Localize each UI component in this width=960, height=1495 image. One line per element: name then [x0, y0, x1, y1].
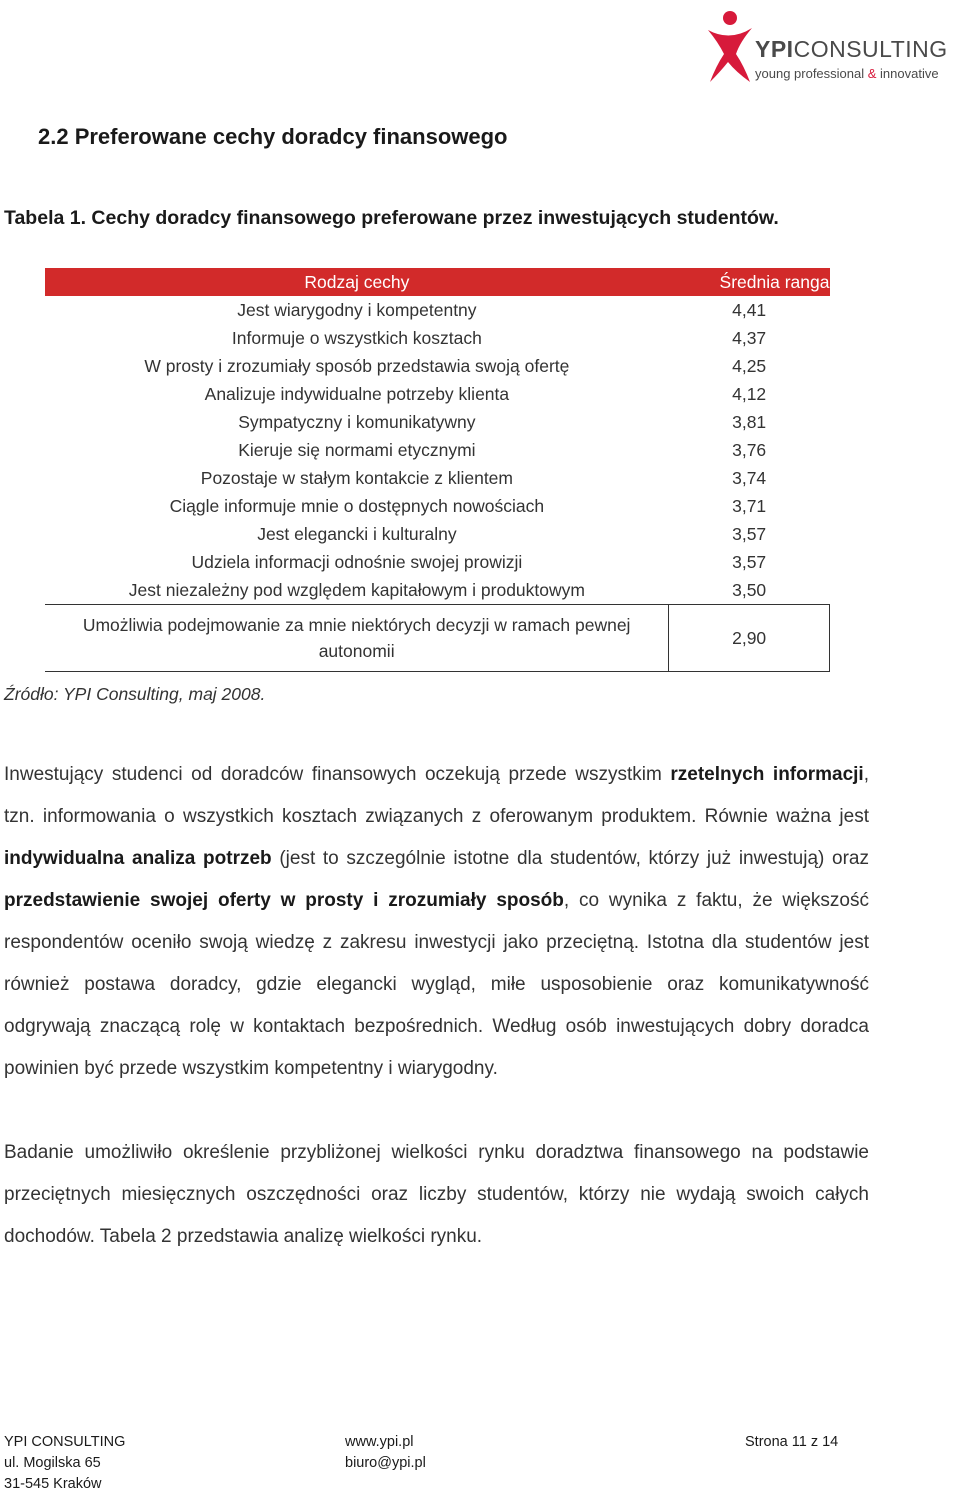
- rank-cell: 3,76: [732, 439, 767, 460]
- feature-cell: Informuje o wszystkich kosztach: [231, 327, 482, 348]
- logo-figure-icon: [700, 8, 760, 88]
- logo-tagline: young professional & innovative: [755, 66, 939, 81]
- table-row: [45, 605, 830, 672]
- company-logo: [700, 8, 958, 88]
- footer-street: ul. Mogilska 65: [4, 1455, 101, 1471]
- emphasis-simple-offer: przedstawienie swojej oferty w prosty i zrozumiały sposób: [4, 890, 564, 911]
- features-ranking-table: [45, 268, 830, 672]
- table-row: [45, 296, 830, 324]
- rank-cell: 3,57: [732, 523, 767, 544]
- header-feature-type: Rodzaj cechy: [45, 268, 669, 296]
- section-title: 2.2 Preferowane cechy doradcy finansowego: [38, 124, 508, 149]
- feature-cell: W prosty i zrozumiały sposób przedstawia swoją ofertę: [144, 355, 570, 376]
- feature-cell: Sympatyczny i komunikatywny: [238, 411, 476, 432]
- table-caption: Tabela 1. Cechy doradcy finansowego preferowane przez inwestujących studentów.: [4, 207, 779, 229]
- table-source-note: Źródło: YPI Consulting, maj 2008.: [4, 684, 266, 704]
- footer-company: YPI CONSULTING: [4, 1434, 126, 1450]
- logo-brand-text: YPICONSULTING: [755, 36, 948, 62]
- body-paragraph-2: Badanie umożliwiło określenie przybliżonej wielkości rynku doradztwa finansowego na podstawie przeciętnych miesięcznych oszczędności oraz liczby studentów, którzy nie wydają swoich całych dochodów. Tabela 2 przedstawia analizę wielkości rynku.: [4, 1142, 869, 1247]
- rank-cell: 3,50: [732, 579, 767, 600]
- table-row: [45, 492, 830, 520]
- emphasis-reliable-info: rzetelnych informacji: [670, 764, 864, 785]
- rank-cell: 2,90: [669, 605, 830, 672]
- table-row: [45, 380, 830, 408]
- feature-cell: Jest wiarygodny i kompetentny: [237, 299, 477, 320]
- rank-cell: 4,41: [732, 299, 767, 320]
- rank-cell: 3,71: [732, 495, 767, 516]
- body-paragraph-1: Inwestujący studenci od doradców finansowych oczekują przede wszystkim rzetelnych informacji, tzn. informowania o wszystkich kosztach związanych z oferowanym produktem. Równie ważna jest indywidualna analiza potrzeb (jest to szczególnie istotne dla studentów, którzy już inwestują) oraz przedstawienie swojej oferty w prosty i zrozumiały sposób, co wynika z faktu, że większość respondentów oceniło swoją wiedzę z zakresu inwestycji jako przeciętną. Istotna dla studentów jest również postawa doradcy, gdzie elegancki wygląd, miłe usposobienie oraz komunikatywność odgrywają znaczącą rolę w kontaktach bezpośrednich. Według osób inwestujących dobry doradca powinien być przede wszystkim kompetentny i wiarygodny.: [4, 764, 869, 1079]
- footer-email-link[interactable]: biuro@ypi.pl: [345, 1455, 426, 1471]
- footer-page-number: Strona 11 z 14: [745, 1434, 839, 1450]
- rank-cell: 3,74: [732, 467, 767, 488]
- feature-cell: Ciągle informuje mnie o dostępnych nowościach: [169, 495, 545, 516]
- rank-cell: 3,81: [732, 411, 767, 432]
- feature-cell: Kieruje się normami etycznymi: [238, 439, 476, 460]
- emphasis-individual-analysis: indywidualna analiza potrzeb: [4, 848, 272, 869]
- feature-cell: Pozostaje w stałym kontakcie z klientem: [200, 467, 513, 488]
- table-row: [45, 548, 830, 576]
- table-row: [45, 464, 830, 492]
- rank-cell: 3,57: [732, 551, 767, 572]
- table-row: [45, 408, 830, 436]
- table-row: [45, 352, 830, 380]
- table-row: [45, 436, 830, 464]
- feature-cell: Jest elegancki i kulturalny: [257, 523, 457, 544]
- table-header-row: [45, 268, 830, 296]
- footer-website-link[interactable]: www.ypi.pl: [345, 1434, 414, 1450]
- feature-cell: Udziela informacji odnośnie swojej prowizji: [191, 551, 523, 572]
- table-row: [45, 576, 830, 605]
- table-row: [45, 324, 830, 352]
- footer-contact: [345, 1432, 426, 1474]
- rank-cell: 4,37: [732, 327, 767, 348]
- feature-cell: Umożliwia podejmowanie za mnie niektórych decyzji w ramach pewnej autonomii: [45, 605, 669, 672]
- feature-cell: Analizuje indywidualne potrzeby klienta: [204, 383, 510, 404]
- footer-address: [4, 1432, 125, 1495]
- feature-cell: Jest niezależny pod względem kapitałowym i produktowym: [128, 579, 585, 600]
- rank-cell: 4,12: [732, 383, 767, 404]
- footer-city: 31-545 Kraków: [4, 1476, 102, 1492]
- header-average-rank: Średnia ranga: [669, 268, 830, 296]
- table-row: [45, 520, 830, 548]
- rank-cell: 4,25: [732, 355, 767, 376]
